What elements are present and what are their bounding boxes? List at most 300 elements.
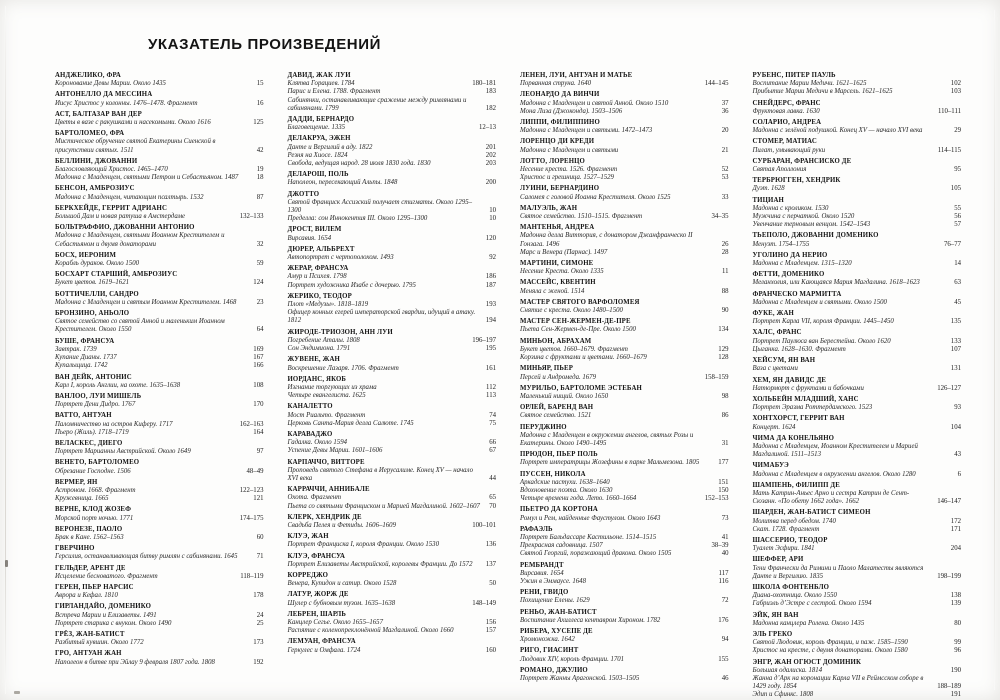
work-title: Воспитание Ахиллеса кентавром Хироном. 1782 xyxy=(520,616,661,624)
work-item xyxy=(55,495,264,503)
index-entry xyxy=(520,138,729,154)
work-title: Корзина с фруктами и цветами. 1660–1679 xyxy=(520,354,647,362)
work-title: Вдохновение поэта. Около 1630 xyxy=(520,486,613,494)
work-title: Проповедь святого Стефана в Иерусалиме. Конец XV — начало XVI века xyxy=(287,466,473,482)
index-entry xyxy=(753,556,962,581)
index-entry xyxy=(520,589,729,605)
work-page: 38–39 xyxy=(711,542,729,550)
work-page: 33 xyxy=(721,193,729,201)
work-page: 57 xyxy=(954,221,961,229)
work-title: Менуэт. 1754–1755 xyxy=(752,240,810,248)
artist-name: ЛЕБРЕН, ШАРЛЬ xyxy=(287,610,346,618)
work-title: Святой Георгий, поражающий дракона. Около 1505 xyxy=(520,550,672,558)
work-item xyxy=(288,301,497,309)
work-item xyxy=(288,412,497,420)
work-page: 203 xyxy=(485,160,496,168)
work-title: Паломничество на остров Киферу. 1717 xyxy=(55,420,173,428)
index-entry xyxy=(520,338,729,363)
work-page: 90 xyxy=(721,307,729,315)
index-entry xyxy=(520,424,729,449)
artist-name: ДАВИД, ЖАК ЛУИ xyxy=(287,72,351,79)
work-item xyxy=(753,424,962,432)
artist-name: ГИРЛАНДАЙО, ДОМЕНИКО xyxy=(55,603,152,611)
work-title: Тени Франчески да Римини и Паоло Малатесты являются Данте и Вергилию. 1835 xyxy=(752,564,924,580)
work-page: 60 xyxy=(256,533,264,541)
index-entry xyxy=(55,545,264,561)
artist-name: РУБЕНС, ПИТЕР ПАУЛЬ xyxy=(752,72,836,79)
work-item xyxy=(55,260,264,268)
artist-name: ЧИМА ДА КОНЕЛЬЯНО xyxy=(752,434,835,442)
work-title: Букет цветов. 1619–1621 xyxy=(55,279,130,287)
work-item xyxy=(520,354,729,362)
work-item xyxy=(520,232,729,248)
work-title: Амур и Психея. 1798 xyxy=(287,273,347,281)
index-entry xyxy=(288,191,497,224)
index-entry xyxy=(55,310,264,335)
index-entry xyxy=(753,584,962,609)
work-page: 108 xyxy=(253,381,264,389)
work-item xyxy=(55,138,264,154)
work-title: Купание Дианы. 1737 xyxy=(55,354,117,362)
work-item xyxy=(520,108,729,116)
work-title: Портрет Карла VII, короля Франции. 1445–1450 xyxy=(752,318,894,326)
index-entry xyxy=(753,100,962,116)
artist-name: ДЮРЕР, АЛЬБРЕХТ xyxy=(287,245,355,253)
work-item xyxy=(55,166,264,174)
work-item xyxy=(55,592,264,600)
work-title: Персей и Андромеда. 1679 xyxy=(520,373,596,381)
work-title: Святой Франциск Ассизский получает стигматы. Около 1295–1300 xyxy=(287,198,473,215)
work-item xyxy=(288,522,497,530)
artist-name: БОЛЬТРАФФИО, ДЖОВАННИ АНТОНИО xyxy=(55,224,195,232)
index-entry xyxy=(753,138,962,154)
work-page: 14 xyxy=(954,260,961,268)
work-item xyxy=(753,108,962,116)
work-item xyxy=(520,617,729,625)
work-item xyxy=(753,221,962,229)
work-title: Мадонна с Младенцем, святыми Иоанном Крестителем и Себастьяном и двумя донаторами xyxy=(55,232,225,248)
index-entry xyxy=(753,659,962,700)
work-page: 144–145 xyxy=(704,80,729,88)
work-title: Портрет Франциска I, короля Франции. Около 1530 xyxy=(287,541,439,549)
work-item xyxy=(288,254,497,262)
work-page: 95 xyxy=(954,166,961,174)
work-page: 169 xyxy=(253,345,264,353)
artist-name: ОРЛЕЙ, БАРЕНД ВАН xyxy=(520,404,594,412)
work-title: Канцлер Сегье. Около 1655–1657 xyxy=(287,618,383,626)
work-title: Клятва Горациев. 1784 xyxy=(287,80,355,88)
work-item xyxy=(55,318,264,334)
work-page: 45 xyxy=(954,298,961,306)
artist-name: СУРБАРАН, ФРАНСИСКО ДЕ xyxy=(752,157,852,165)
work-item xyxy=(55,119,264,127)
work-item xyxy=(288,580,497,588)
artist-name: ЛЕМУАН, ФРАНСУА xyxy=(287,638,356,646)
work-item xyxy=(753,338,962,346)
work-title: Порванная струна. 1640 xyxy=(520,80,592,88)
work-title: Портрет императрицы Жозефины в парке Мальмезона. 1805 xyxy=(520,459,700,467)
work-title: Гадалка. Около 1594 xyxy=(287,439,347,447)
work-page: 104 xyxy=(950,423,961,431)
work-item xyxy=(520,459,729,467)
artist-name: БОСХАРТ СТАРШИЙ, АМБРОЗИУС xyxy=(55,271,178,279)
work-page: 137 xyxy=(485,560,496,568)
work-item xyxy=(520,194,729,202)
work-item xyxy=(753,620,962,628)
work-page: 148–149 xyxy=(472,599,496,607)
work-item xyxy=(288,199,497,215)
work-page: 74 xyxy=(489,411,496,419)
artist-name: ЖЕРАР, ФРАНСУА xyxy=(287,265,349,273)
work-item xyxy=(520,166,729,174)
work-page: 103 xyxy=(950,88,961,96)
work-item xyxy=(55,429,264,437)
work-item xyxy=(288,420,497,428)
work-item xyxy=(520,656,729,664)
work-title: Несение Креста. Около 1335 xyxy=(520,268,604,276)
index-entry xyxy=(753,329,962,354)
work-item xyxy=(288,494,497,502)
work-title: Мадонна с Младенцем в окружении ангелов. Около 1280 xyxy=(752,470,916,478)
work-item xyxy=(288,561,497,569)
work-item xyxy=(520,147,729,155)
artist-name: КЛУЭ, ЖАН xyxy=(287,533,329,541)
artist-name: ДЕЛАРОШ, ПОЛЬ xyxy=(287,171,349,179)
work-page: 166 xyxy=(253,362,264,370)
work-page: 150 xyxy=(718,486,729,494)
artist-name: ВАН ДЕЙК, АНТОНИС xyxy=(55,373,132,381)
artist-name: КЛЕРК, ХЕНДРИК ДЕ xyxy=(287,513,362,521)
artist-name: ЖИРОДЕ-ТРИОЗОН, АНН ЛУИ xyxy=(287,328,393,336)
index-entry xyxy=(55,631,264,647)
work-item xyxy=(753,404,962,412)
work-item xyxy=(55,299,264,307)
artist-name: ЭЛЬ ГРЕКО xyxy=(752,630,793,638)
work-title: Мадонна с Младенцем, Иоанном Крестителем и Марией Магдалиной. 1511–1513 xyxy=(752,442,918,459)
work-item xyxy=(753,490,962,506)
artist-name: РОМАНО, ДЖУЛИО xyxy=(520,666,588,674)
work-item xyxy=(520,288,729,296)
work-item xyxy=(55,553,264,561)
work-item xyxy=(288,365,497,373)
artist-name: СОЛАРИО, АНДРЕА xyxy=(752,119,822,127)
index-entry xyxy=(288,356,497,372)
work-item xyxy=(288,619,497,627)
artist-name: ЖЕРИКО, ТЕОДОР xyxy=(287,292,352,300)
work-title: Автопортрет с чертополохом. 1493 xyxy=(287,254,394,262)
work-item xyxy=(288,144,497,152)
index-entry xyxy=(753,177,962,193)
work-title: Пьета со святыми Франциском и Марией Магдалиной. 1602–1607 xyxy=(287,502,480,510)
index-entry xyxy=(753,482,962,507)
work-item xyxy=(520,542,729,550)
work-page: 87 xyxy=(256,193,264,201)
work-page: 97 xyxy=(256,448,264,456)
work-title: Свобода, ведущая народ. 28 июля 1830 года. 1830 xyxy=(287,160,431,168)
work-title: Большая одалиска. 1814 xyxy=(752,666,823,674)
work-title: Пьеро (Жиль). 1718–1719 xyxy=(55,428,129,436)
index-entry xyxy=(520,205,729,221)
work-item xyxy=(288,152,497,160)
artist-name: ЭЙК, ЯН ВАН xyxy=(752,611,799,619)
work-title: Воспитание Марии Медичи. 1621–1625 xyxy=(752,80,867,88)
work-page: 72 xyxy=(721,597,729,605)
index-entry xyxy=(753,396,962,412)
index-entry xyxy=(55,185,264,201)
work-title: Благословляющий Христос. 1465–1470 xyxy=(55,166,168,174)
work-item xyxy=(753,318,962,326)
index-entry xyxy=(520,224,729,257)
work-item xyxy=(55,279,264,287)
work-item xyxy=(753,260,962,268)
work-title: Портрет Эразма Роттердамского. 1523 xyxy=(752,404,873,412)
work-page: 31 xyxy=(721,439,729,447)
work-title: Сон Эндимиона. 1791 xyxy=(287,345,351,353)
work-page: 135 xyxy=(950,318,961,326)
work-title: Портрет Елизаветы Австрийской, королевы Франции. До 1572 xyxy=(287,560,473,568)
work-title: Венера, Купидон и сатир. Около 1528 xyxy=(287,580,397,588)
work-item xyxy=(288,97,497,113)
work-item xyxy=(55,354,264,362)
work-page: 66 xyxy=(489,439,496,447)
work-page: 158–159 xyxy=(704,373,729,381)
work-page: 196–197 xyxy=(472,336,496,344)
work-page: 107 xyxy=(950,345,961,353)
artist-name: БЕЛЛИНИ, ДЖОВАННИ xyxy=(55,157,138,165)
index-column xyxy=(520,72,729,692)
work-item xyxy=(55,487,264,495)
artist-name: МИНЬОН, АБРАХАМ xyxy=(520,337,592,345)
artist-name: РЕНИ, ГВИДО xyxy=(520,589,569,597)
work-title: Святое семейство. 1510–1515. Фрагмент xyxy=(520,213,643,221)
artist-name: ГЕРЕН, ПЬЕР НАРСИС xyxy=(55,583,134,591)
work-title: Диана-охотница. Около 1550 xyxy=(752,592,837,600)
artist-name: ЧИМАБУЭ xyxy=(752,462,789,470)
index-column xyxy=(752,72,962,699)
work-title: Геркулес и Омфала. 1724 xyxy=(287,646,361,654)
index-entry xyxy=(55,459,264,475)
work-page: 46 xyxy=(721,675,729,682)
index-column xyxy=(288,72,497,692)
index-column xyxy=(55,72,264,692)
work-page: 18 xyxy=(256,174,264,182)
work-item xyxy=(55,213,264,221)
work-title: Хромоножка. 1642 xyxy=(520,636,575,644)
work-page: 129 xyxy=(718,345,729,353)
work-item xyxy=(55,534,264,542)
work-title: Людовик XIV, король Франции. 1701 xyxy=(520,655,625,663)
work-item xyxy=(55,382,264,390)
index-entry xyxy=(55,252,264,268)
work-item xyxy=(753,241,962,249)
work-title: Герсилия, останавливающая битву римлян с сабинянами. 1645 xyxy=(55,553,238,561)
work-title: Свадьба Пелея и Фетиды. 1606–1609 xyxy=(287,521,396,529)
work-page: 43 xyxy=(954,451,961,459)
work-item xyxy=(55,573,264,581)
artist-name: ДРОСТ, ВИЛЕМ xyxy=(287,226,342,234)
work-title: Мадонна с Младенцем, читающим псалтырь. 1532 xyxy=(55,193,204,201)
work-title: Натюрморт с фруктами и бабочками xyxy=(752,384,864,392)
index-entry xyxy=(753,158,962,174)
index-entry xyxy=(288,265,497,290)
artist-name: ХЕМ, ЯН ДАВИДС ДЕ xyxy=(752,376,827,384)
work-page: 94 xyxy=(721,636,729,644)
artist-name: ЛАТУР, ЖОРЖ ДЕ xyxy=(287,591,349,599)
work-page: 136 xyxy=(485,541,496,549)
work-title: Прибытие Марии Медичи в Марсель. 1621–1625 xyxy=(752,88,893,96)
artist-name: ДЖОТТО xyxy=(287,190,320,198)
artist-name: КАРАВАДЖО xyxy=(287,430,333,438)
work-item xyxy=(288,600,497,608)
artist-name: КЛУЭ, ФРАНСУА xyxy=(287,552,346,560)
work-page: 20 xyxy=(721,127,729,135)
work-page: 42 xyxy=(256,146,264,154)
artist-name: ПРЮДОН, ПЬЕР ПОЛЬ xyxy=(520,451,598,459)
index-entry xyxy=(520,609,729,625)
work-page: 156 xyxy=(485,618,496,626)
work-title: Благовещение. 1335 xyxy=(287,124,346,132)
work-item xyxy=(753,147,962,155)
index-entry xyxy=(55,412,264,437)
work-title: Несение креста. 1526. Фрагмент xyxy=(520,166,618,174)
work-page: 86 xyxy=(721,412,729,420)
index-entry xyxy=(520,365,729,381)
index-entry xyxy=(288,72,497,113)
page-edge-left xyxy=(5,6,6,694)
work-item xyxy=(753,80,962,88)
artist-name: ФРАНЧЕСКО МАРМИТТА xyxy=(752,290,842,298)
work-item xyxy=(520,249,729,257)
index-entry xyxy=(520,318,729,334)
work-page: 29 xyxy=(954,127,961,135)
artist-name: ЖУВЕНЕ, ЖАН xyxy=(287,356,340,364)
work-title: Мадонна с зелёной подушкой. Конец XV — начало XVI века xyxy=(752,127,923,135)
artist-name: БЕРКХЕЙДЕ, ГЕРРИТ АДРИАНС xyxy=(55,204,168,212)
work-item xyxy=(753,365,962,373)
index-entry xyxy=(288,611,497,636)
work-title: Скат. 1728. Фрагмент xyxy=(752,525,820,533)
work-page: 126–127 xyxy=(937,384,961,392)
work-item xyxy=(288,392,497,400)
work-page: 187 xyxy=(485,281,496,289)
index-entry xyxy=(288,514,497,530)
work-title: Дуэт. 1628 xyxy=(752,185,785,193)
work-page: 80 xyxy=(954,619,961,627)
work-item xyxy=(288,235,497,243)
artist-name: ГРЁЗ, ЖАН-БАТИСТ xyxy=(55,630,125,638)
work-title: Маленький нищий. Около 1650 xyxy=(520,392,609,400)
work-page: 202 xyxy=(485,151,496,159)
work-page: 56 xyxy=(954,213,961,221)
work-item xyxy=(753,526,962,534)
work-page: 176 xyxy=(718,616,729,624)
work-page: 28 xyxy=(721,248,729,256)
index-entry xyxy=(288,591,497,607)
index-entry xyxy=(55,291,264,307)
artist-name: МИНЬЯР, ПЬЕР xyxy=(520,365,573,373)
work-title: Офицер конных егерей императорской гвардии, идущий в атаку. 1812 xyxy=(287,309,476,325)
artist-name: ШАМПЕНЬ, ФИЛИПП ДЕ xyxy=(752,481,840,489)
index-entry xyxy=(288,329,497,354)
work-item xyxy=(55,639,264,647)
index-entry xyxy=(753,377,962,393)
work-page: 131 xyxy=(950,365,961,373)
work-item xyxy=(55,612,264,620)
artist-name: ФУКЕ, ЖАН xyxy=(752,310,794,318)
artist-name: ВЕНЕТО, БАРТОЛОМЕО xyxy=(55,459,140,467)
index-entry xyxy=(55,111,264,127)
artist-name: РИБЕРА, ХУСЕПЕ ДЕ xyxy=(520,627,593,635)
work-title: Иисус Христос у колонны. 1476–1478. Фрагмент xyxy=(55,99,198,107)
artist-name: ВЕЛАСКЕС, ДИЕГО xyxy=(55,439,123,447)
work-title: Аркадские пастухи. 1638–1640 xyxy=(520,478,610,486)
artist-name: ЛОТТО, ЛОРЕНЦО xyxy=(520,157,585,165)
work-item xyxy=(288,439,497,447)
artist-name: ХАЛС, ФРАНС xyxy=(752,329,802,337)
work-title: Обрезание Господне. 1506 xyxy=(55,467,131,475)
artist-name: РИГО, ГИАСИНТ xyxy=(520,647,579,655)
work-item xyxy=(520,495,729,503)
artist-name: ВЕРОНЕЗЕ, ПАОЛО xyxy=(55,525,123,533)
work-title: Аврора и Кефал. 1810 xyxy=(55,592,118,600)
work-item xyxy=(288,273,497,281)
artist-name: БЕНСОН, АМБРОЗИУС xyxy=(55,185,135,193)
work-item xyxy=(753,346,962,354)
work-title: Фруктовая лавка. 1630 xyxy=(752,107,820,115)
work-item xyxy=(753,166,962,174)
artist-name: ВЕРМЕР, ЯН xyxy=(55,478,98,486)
index-columns xyxy=(55,72,961,699)
work-title: Морской порт ночью. 1771 xyxy=(55,514,134,522)
work-title: Карл I, король Англии, на охоте. 1635–1638 xyxy=(55,381,181,389)
index-entry xyxy=(55,526,264,542)
index-entry xyxy=(520,385,729,401)
index-entry xyxy=(55,440,264,456)
index-entry xyxy=(520,506,729,522)
work-page: 55 xyxy=(954,204,961,212)
work-title: Пилат, умывающий руки xyxy=(752,146,826,154)
work-title: Саломея с головой Иоанна Крестителя. Около 1525 xyxy=(520,193,671,201)
work-title: Цветы в вазе с ракушками и насекомыми. Около 1616 xyxy=(55,119,211,127)
work-title: Корабль дураков. Около 1500 xyxy=(55,260,139,268)
artist-name: СНЕЙДЕРС, ФРАНС xyxy=(752,99,821,107)
artist-name: МАРТИНИ, СИМОНЕ xyxy=(520,260,594,268)
index-entry xyxy=(520,628,729,644)
index-entry xyxy=(55,72,264,88)
work-page: 183 xyxy=(485,88,496,96)
work-title: Четыре времени года. Лето. 1660–1664 xyxy=(520,495,637,503)
artist-name: ШКОЛА ФОНТЕНБЛО xyxy=(752,583,830,591)
work-page: 178 xyxy=(253,592,264,600)
work-page: 162–163 xyxy=(239,420,264,428)
work-title: Данте и Вергилий в аду. 1822 xyxy=(287,143,373,151)
index-entry xyxy=(55,205,264,221)
work-title: Цыганка. 1628–1630. Фрагмент xyxy=(752,345,846,353)
artist-name: ГРО, АНТУАН ЖАН xyxy=(55,650,122,658)
work-page: 110–111 xyxy=(937,107,961,115)
work-title: Купальщица. 1742 xyxy=(55,362,108,370)
index-entry xyxy=(55,158,264,183)
work-item xyxy=(520,432,729,448)
work-page: 134 xyxy=(718,326,729,334)
index-entry xyxy=(288,135,497,168)
artist-name: ЛЕНЕН, ЛУИ, АНТУАН И МАТЬЕ xyxy=(520,72,633,79)
index-entry xyxy=(520,647,729,663)
index-entry xyxy=(753,310,962,326)
artist-name: ХОЛЬБЕЙН МЛАДШИЙ, ХАНС xyxy=(752,395,859,403)
work-item xyxy=(55,232,264,248)
index-entry xyxy=(520,299,729,315)
